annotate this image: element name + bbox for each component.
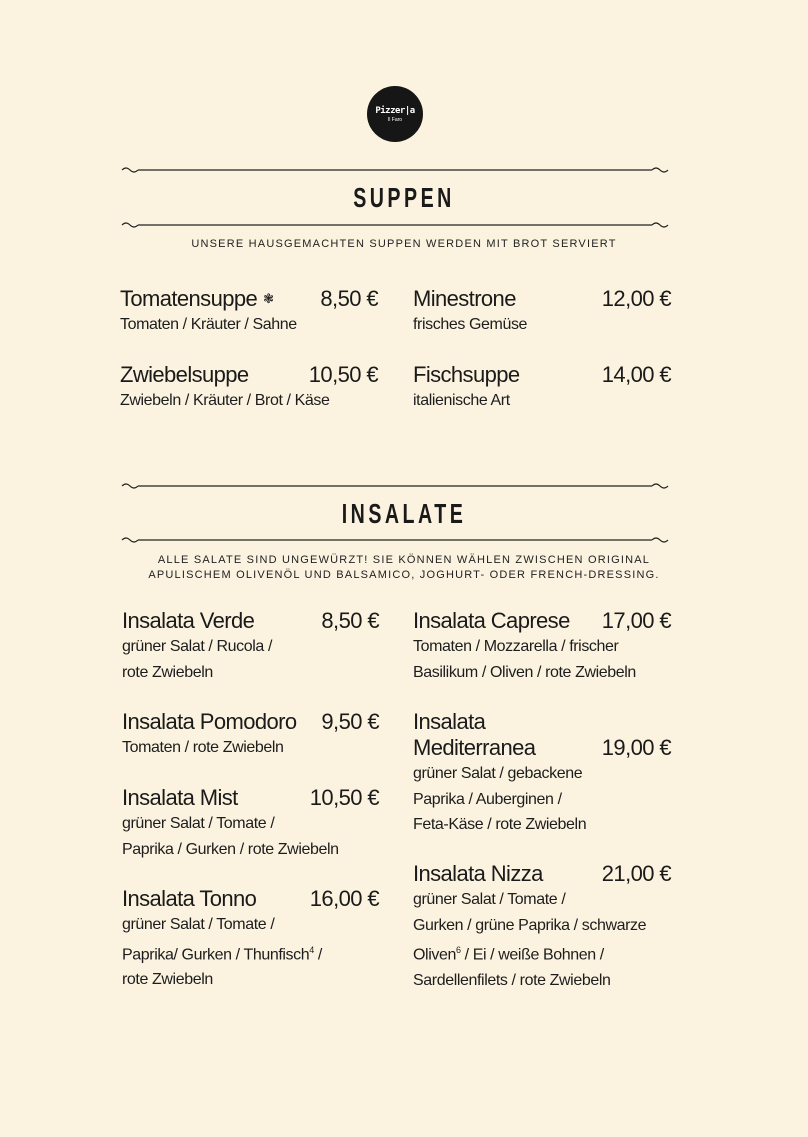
item-price: 10,50 € [309, 785, 379, 810]
menu-item [413, 286, 671, 338]
item-description: italienische Art [413, 392, 510, 409]
menu-item [120, 286, 378, 338]
item-description: Tomaten / Mozzarella / frischer [413, 638, 619, 655]
item-name: Tomatensuppe ❃ [120, 286, 274, 311]
item-price: 8,50 € [321, 608, 379, 633]
section-note-suppen: UNSERE HAUSGEMACHTEN SUPPEN WERDEN MIT BROT SERVIERT [191, 238, 617, 250]
menu-item [413, 608, 671, 685]
item-name: Insalata Pomodoro [122, 709, 297, 734]
item-description: Paprika/ Gurken / Thunfisch$^4$ / [122, 944, 322, 963]
item-description: frisches Gemüse [413, 316, 528, 333]
item-name: Insalata Nizza [413, 861, 543, 886]
item-description: Paprika / Auberginen / [413, 790, 562, 808]
item-name: Insalata Mist [122, 785, 238, 810]
item-description: Gurken / grüne Paprika / schwarze [413, 916, 647, 934]
item-name: Insalata Caprese [413, 608, 570, 633]
item-description: Tomaten / Kräuter / Sahne [120, 316, 297, 333]
menu-item [122, 709, 379, 761]
menu-item [122, 886, 379, 993]
item-price: 17,00 € [601, 608, 671, 633]
section-title-insalate: INSALATE [341, 498, 467, 529]
logo-text: Pizzer|a [375, 105, 415, 116]
item-name: Minestrone [413, 286, 516, 311]
menu-item [122, 785, 379, 862]
item-description: rote Zwiebeln [122, 663, 213, 681]
item-name-line: Insalata [413, 709, 486, 734]
item-description: Zwiebeln / Kräuter / Brot / Käse [120, 392, 330, 409]
item-description: grüner Salat / gebackene [413, 765, 583, 782]
item-description: Basilikum / Oliven / rote Zwiebeln [413, 663, 636, 681]
item-description: Feta-Käse / rote Zwiebeln [413, 816, 587, 833]
item-name: Mediterranea [413, 735, 536, 760]
item-price: 10,50 € [308, 362, 378, 387]
pizzeria-logo [367, 86, 423, 142]
menu-item [122, 608, 379, 685]
vegetarian-icon: ❃ [263, 291, 274, 306]
item-description: Paprika / Gurken / rote Zwiebeln [122, 840, 339, 858]
item-description: grüner Salat / Tomate / [122, 916, 275, 933]
menu-item [413, 861, 671, 993]
item-price: 16,00 € [309, 886, 379, 911]
item-description: Oliven$^6$ / Ei / weiße Bohnen / [413, 945, 604, 964]
logo-subtext: Il Faro [387, 116, 403, 123]
item-name: Fischsuppe [413, 362, 520, 387]
item-price: 12,00 € [601, 286, 671, 311]
item-description: grüner Salat / Rucola / [122, 638, 272, 655]
item-price: 19,00 € [601, 735, 671, 760]
item-price: 9,50 € [321, 709, 379, 734]
item-description: grüner Salat / Tomate / [413, 891, 566, 908]
item-price: 8,50 € [320, 286, 378, 311]
section-title-suppen: SUPPEN [353, 182, 455, 213]
menu-item [413, 709, 671, 838]
item-name: Insalata Verde [122, 608, 255, 633]
ornament-divider [120, 482, 670, 490]
ornament-divider [120, 166, 670, 174]
item-price: 21,00 € [601, 861, 671, 886]
item-name: Zwiebelsuppe [120, 362, 249, 387]
menu-item [120, 362, 378, 414]
ornament-divider [120, 536, 670, 544]
item-description: Tomaten / rote Zwiebeln [122, 739, 284, 756]
allergen-footnote: 4 [309, 944, 314, 955]
menu-item [413, 362, 671, 414]
item-description: rote Zwiebeln [122, 971, 213, 989]
ornament-divider [120, 221, 670, 229]
item-name: Insalata Tonno [122, 886, 257, 911]
section-note-insalate: ALLE SALATE SIND UNGEWÜRZT! SIE KÖNNEN WÄHLEN ZWISCHEN ORIGINAL APULISCHEM OLIVENÖL UND BALSAMICO, JOGHURT- ODER FRENCH-DRESSING. [148, 554, 660, 581]
allergen-footnote: 6 [455, 945, 461, 955]
item-description: Sardellenfilets / rote Zwiebeln [413, 971, 611, 989]
item-description: grüner Salat / Tomate / [122, 815, 275, 832]
item-price: 14,00 € [601, 362, 671, 387]
